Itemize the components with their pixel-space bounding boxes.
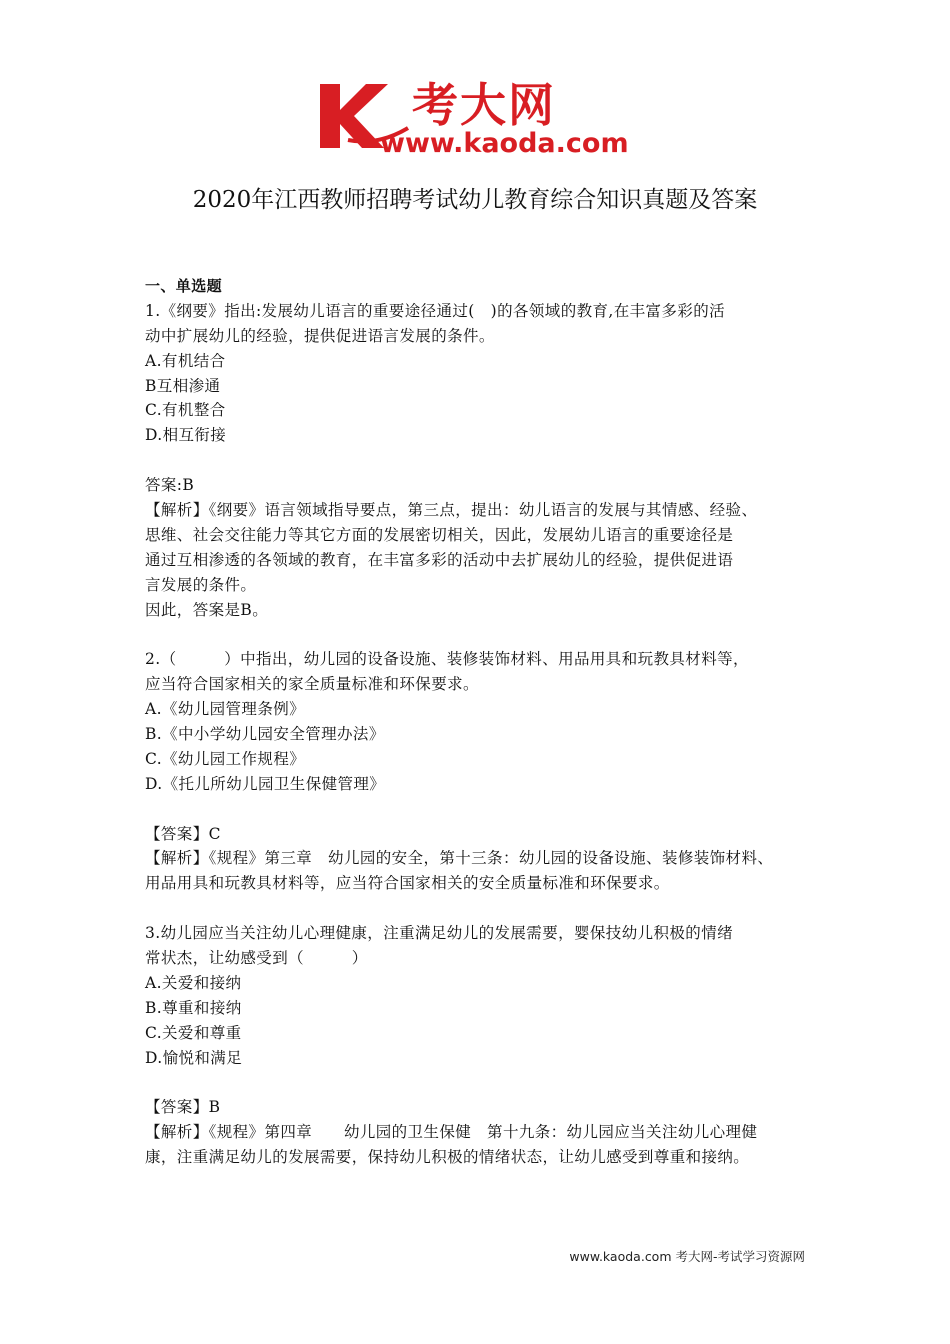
answer: 【答案】B: [145, 1098, 221, 1117]
spacer: [145, 448, 815, 473]
option-b: B.《中小学幼儿园安全管理办法》: [145, 725, 385, 744]
spacer: [145, 1071, 815, 1096]
option-d: D.《托儿所幼儿园卫生保健管理》: [145, 774, 386, 793]
analysis: 言发展的条件。: [145, 575, 257, 594]
conclusion: 因此，答案是B。: [145, 600, 269, 619]
kaoda-logo: [318, 80, 638, 160]
question-3: [145, 921, 815, 1170]
question-2: [145, 647, 815, 921]
document-body: [145, 274, 815, 1170]
question-stem: 1.《纲要》指出:发展幼儿语言的重要途径通过( )的各领域的教育,在丰富多彩的活: [145, 301, 726, 320]
option-d: D.愉悦和满足: [145, 1048, 243, 1067]
option-c: C.关爱和尊重: [145, 1023, 242, 1042]
question-stem: 应当符合国家相关的家全质量标准和环保要求。: [145, 675, 479, 694]
analysis: 用品用具和玩教具材料等，应当符合国家相关的安全质量标准和环保要求。: [145, 874, 670, 893]
question-1: [145, 299, 815, 647]
question-stem: 常状杰，让幼感受到（ ）: [145, 949, 368, 968]
question-stem: 2.（ ）中指出，幼儿园的设备设施、装修装饰材料、用品用具和玩教具材料等，: [145, 650, 749, 669]
option-a: A.关爱和接纳: [145, 973, 242, 992]
answer: 答案:B: [145, 476, 195, 495]
option-c: C.《幼儿园工作规程》: [145, 749, 306, 768]
option-d: D.相互衔接: [145, 426, 227, 445]
analysis: 【解析】《规程》第四章 幼儿园的卫生保健 第十九条：幼儿园应当关注幼儿心理健: [145, 1123, 758, 1142]
page-footer: www.kaoda.com 考大网-考试学习资源网: [569, 1249, 805, 1264]
analysis: 【解析】《规程》第三章 幼儿园的安全，第十三条：幼儿园的设备设施、装修装饰材料、: [145, 849, 774, 868]
analysis: 【解析】《纲要》语言领域指导要点，第三点，提出：幼儿语言的发展与其情感、经验、: [145, 501, 758, 520]
option-a: A.有机结合: [145, 351, 226, 370]
question-stem: 动中扩展幼儿的经验，提供促进语言发展的条件。: [145, 326, 495, 345]
option-a: A.《幼儿园管理条例》: [145, 700, 306, 719]
analysis: 思维、社会交往能力等其它方面的发展密切相关，因此，发展幼儿语言的重要途径是: [145, 525, 734, 544]
option-b: B互相渗通: [145, 376, 221, 395]
spacer: [145, 797, 815, 822]
analysis: 通过互相渗透的各领域的教育，在丰富多彩的活动中去扩展幼儿的经验，提供促进语: [145, 550, 734, 569]
spacer: [145, 622, 815, 647]
section-heading: 一、单选题: [145, 277, 223, 295]
spacer: [145, 896, 815, 921]
logo-url-text: www.kaoda.com: [380, 128, 629, 159]
option-c: C.有机整合: [145, 401, 226, 420]
document-title: 2020年江西教师招聘考试幼儿教育综合知识真题及答案: [192, 187, 758, 213]
answer: 【答案】C: [145, 824, 221, 843]
question-stem: 3.幼儿园应当关注幼儿心理健康，注重满足幼儿的发展需要，婴保技幼儿积极的情绪: [145, 924, 733, 943]
option-b: B.尊重和接纳: [145, 998, 242, 1017]
logo-brand-text: 考大网: [412, 78, 556, 132]
analysis: 康，注重满足幼儿的发展需要，保持幼儿积极的情绪状态，让幼儿感受到尊重和接纳。: [145, 1148, 750, 1167]
